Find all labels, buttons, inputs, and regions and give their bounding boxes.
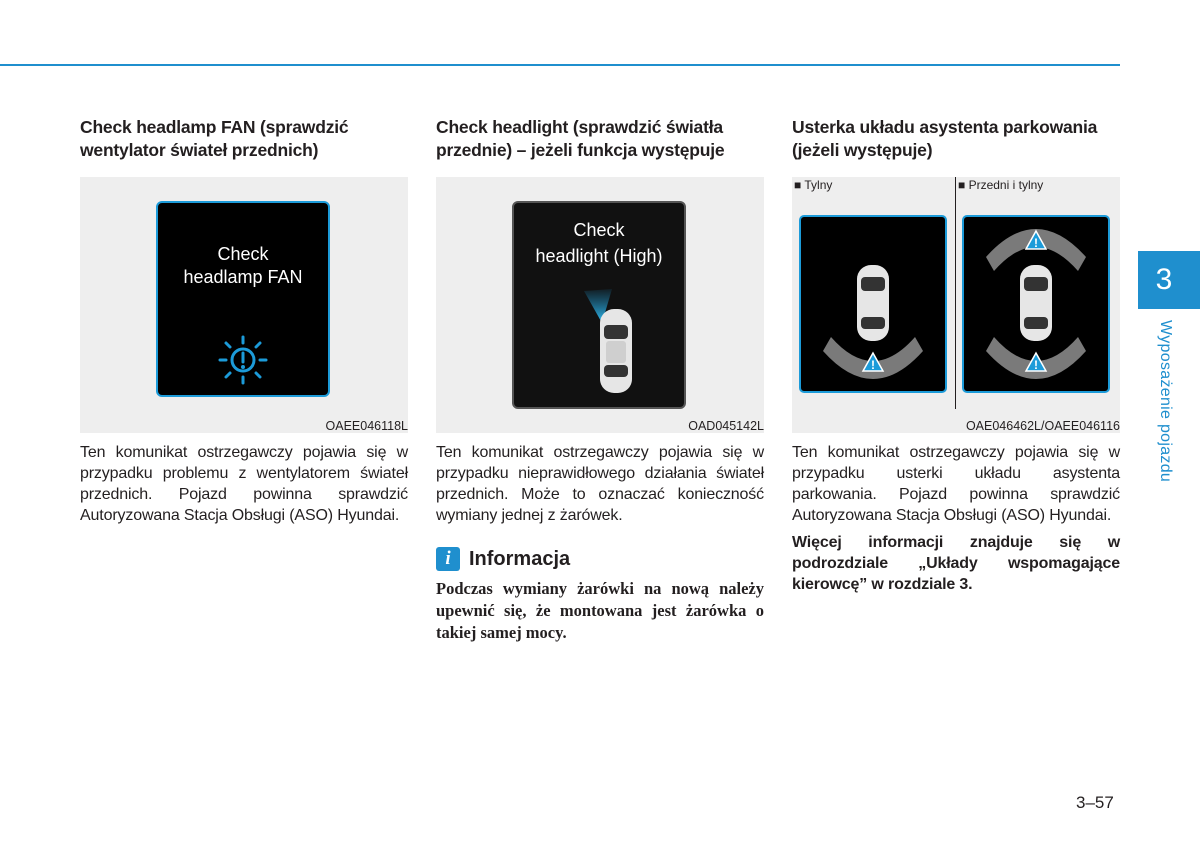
section-heading: Check headlight (sprawdzić światła przednie) – jeżeli funkcja występuje	[436, 117, 725, 160]
parking-screen-rear	[799, 215, 947, 393]
panel-label-front-rear: ■ Przedni i tylny	[958, 178, 1044, 192]
panel-divider	[955, 177, 956, 409]
chapter-title: Wyposażenie pojazdu	[1157, 320, 1174, 483]
car-headlight-icon	[554, 289, 648, 406]
figure-headlamp-fan	[80, 177, 408, 433]
info-header	[436, 544, 764, 574]
section-heading: Usterka układu asystenta parkowania (jeżeli występuje)	[792, 117, 1098, 160]
section-headlight	[436, 116, 764, 644]
headlamp-fan-warning-icon	[214, 335, 272, 390]
body-text: Ten komunikat ostrzegawczy pojawia się w przypadku usterki układu asystenta parkowania. Pojazd powinna sprawdzić Autoryzowana Stacja Obsługi (ASO) Hyundai.	[792, 444, 1120, 524]
info-title: Informacja	[469, 547, 571, 570]
chapter-tab: 3	[1138, 251, 1200, 309]
info-icon: i	[436, 547, 460, 571]
info-text: Podczas wymiany żarówki na nową należy upewnić się, że montowana jest żarówka o takiej samej mocy.	[436, 579, 764, 642]
svg-text:!: !	[1034, 358, 1038, 372]
screen-message: Check headlamp FAN	[183, 244, 303, 287]
panel-label-rear: ■ Tylny	[794, 178, 833, 192]
body-text: Ten komunikat ostrzegawczy pojawia się w przypadku nieprawidłowego działania świateł przednich. Może to oznaczać konieczność wymiany jednej z żarówek.	[436, 444, 764, 524]
page-number: 3–57	[1076, 793, 1114, 812]
top-rule	[0, 64, 1120, 66]
body-text: Ten komunikat ostrzegawczy pojawia się w przypadku problemu z wentylatorem świateł przednich. Pojazd powinna sprawdzić Autoryzowana Stacja Obsługi (ASO) Hyundai.	[80, 444, 408, 524]
svg-text:!: !	[1034, 236, 1038, 250]
image-code: OAEE046118L	[325, 419, 408, 433]
svg-text:!: !	[871, 358, 875, 372]
figure-parking-assist	[792, 177, 1120, 433]
cluster-screen	[156, 201, 330, 397]
section-headlamp-fan	[80, 116, 408, 526]
cross-reference-note: Więcej informacji znajduje się w podrozdziale „Układy wspomagające kierowcę” w rozdziale 3.	[792, 534, 1120, 593]
image-code: OAD045142L	[688, 419, 764, 433]
screen-message: Check headlight (High)	[535, 220, 663, 266]
figure-headlight	[436, 177, 764, 433]
section-parking-assist	[792, 116, 1120, 595]
section-heading: Check headlamp FAN (sprawdzić wentylator świateł przednich)	[80, 117, 349, 160]
cluster-screen	[512, 201, 686, 409]
parking-screen-front-rear	[962, 215, 1110, 393]
image-code: OAE046462L/OAEE046116	[965, 419, 1120, 433]
